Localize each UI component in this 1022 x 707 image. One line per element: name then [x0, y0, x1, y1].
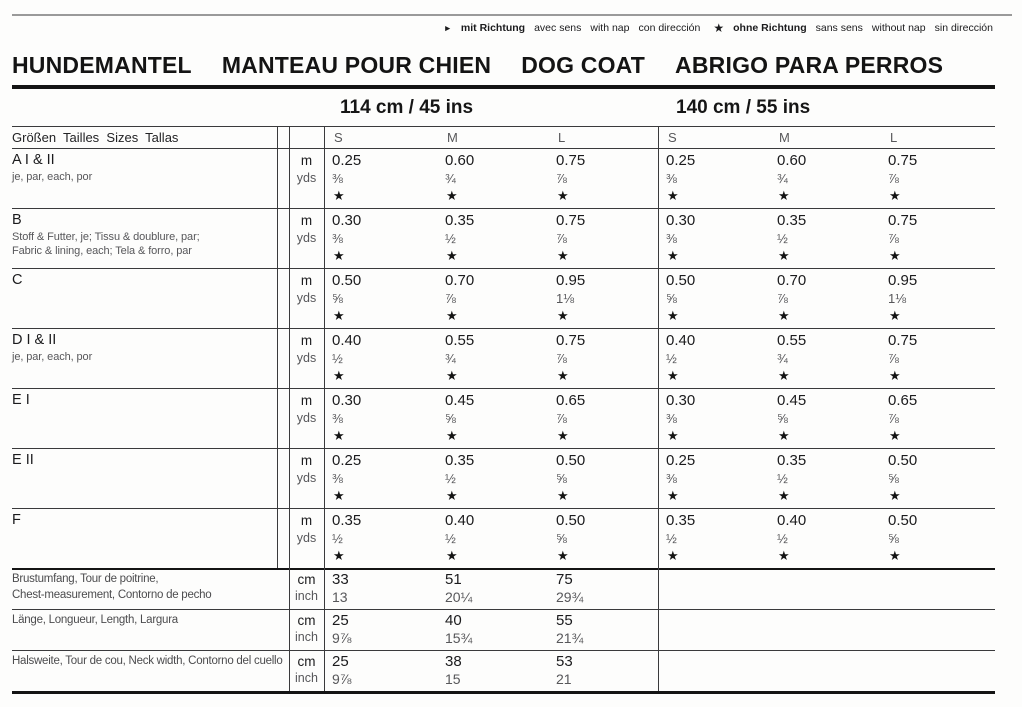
table-rule-horizontal — [12, 691, 995, 694]
yards-value: ⅜ — [332, 471, 343, 486]
meter-value: 0.65 — [888, 392, 918, 409]
yards-value: ⅝ — [666, 291, 677, 306]
unit-yds: yds — [296, 471, 317, 485]
nap-star-icon: ★ — [889, 548, 901, 563]
unit-cm: cm — [297, 572, 316, 587]
measurement-label: Länge, Longueur, Length, Largura — [12, 614, 178, 626]
title-english: DOG COAT — [521, 52, 646, 78]
row-label: C — [12, 272, 23, 288]
meter-value: 0.45 — [777, 392, 807, 409]
nap-star-icon: ★ — [778, 308, 790, 323]
yards-value: ⅝ — [445, 411, 456, 426]
unit-m: m — [300, 393, 313, 408]
meter-value: 0.95 — [888, 272, 918, 289]
nap-star-icon: ★ — [446, 188, 458, 203]
size-header-m: M — [779, 130, 790, 145]
cm-value: 33 — [332, 571, 349, 588]
meter-value: 0.25 — [332, 152, 362, 169]
top-divider-rule — [12, 14, 1012, 16]
meter-value: 0.75 — [556, 152, 586, 169]
yards-value: ⅞ — [556, 171, 567, 186]
nap-star-icon: ★ — [557, 248, 569, 263]
nap-star-icon: ★ — [778, 248, 790, 263]
nap-star-icon: ★ — [667, 368, 679, 383]
yards-value: ⅞ — [888, 351, 899, 366]
yards-value: 1⅛ — [888, 291, 907, 306]
meter-value: 0.30 — [332, 392, 362, 409]
yards-value: 1⅛ — [556, 291, 575, 306]
inch-value: 29¾ — [556, 589, 584, 605]
nap-star-icon: ★ — [333, 548, 345, 563]
nap-star-icon: ★ — [667, 188, 679, 203]
measurement-row — [12, 650, 995, 691]
yards-value: ⅝ — [556, 531, 567, 546]
row-label: F — [12, 512, 21, 528]
yards-value: ⅝ — [777, 411, 788, 426]
nap-star-icon: ★ — [557, 548, 569, 563]
size-header-s: S — [668, 130, 677, 145]
fabric-row — [12, 148, 995, 208]
meter-value: 0.50 — [666, 272, 696, 289]
meter-value: 0.40 — [666, 332, 696, 349]
meter-value: 0.35 — [777, 452, 807, 469]
cm-value: 25 — [332, 612, 349, 629]
size-header-m: M — [447, 130, 458, 145]
meter-value: 0.60 — [445, 152, 475, 169]
row-label: E I — [12, 392, 30, 408]
yards-value: ¾ — [777, 171, 788, 186]
meter-value: 0.55 — [445, 332, 475, 349]
nap-star-icon: ★ — [557, 488, 569, 503]
fabric-row — [12, 388, 995, 448]
meter-value: 0.50 — [888, 452, 918, 469]
meter-value: 0.25 — [666, 452, 696, 469]
yards-value: ⅜ — [666, 411, 677, 426]
nap-star-icon: ★ — [333, 428, 345, 443]
yards-value: ½ — [666, 351, 677, 366]
cm-value: 55 — [556, 612, 573, 629]
fabric-row — [12, 268, 995, 328]
measurement-label: Halsweite, Tour de cou, Neck width, Contorno del cuello — [12, 655, 283, 667]
unit-yds: yds — [296, 351, 317, 365]
unit-m: m — [300, 333, 313, 348]
cm-value: 40 — [445, 612, 462, 629]
yards-value: ⅜ — [666, 471, 677, 486]
yards-value: ¾ — [777, 351, 788, 366]
nap-star-icon: ★ — [778, 488, 790, 503]
yards-value: ⅞ — [556, 411, 567, 426]
nap-star-icon: ★ — [557, 188, 569, 203]
nap-star-icon: ★ — [778, 548, 790, 563]
meter-value: 0.50 — [888, 512, 918, 529]
yards-value: ½ — [666, 531, 677, 546]
row-label: D I & II — [12, 332, 57, 348]
yards-value: ½ — [445, 231, 456, 246]
nap-star-icon: ★ — [333, 248, 345, 263]
meter-value: 0.30 — [666, 392, 696, 409]
yards-value: ⅜ — [666, 231, 677, 246]
meter-value: 0.60 — [777, 152, 807, 169]
nap-star-icon: ★ — [446, 248, 458, 263]
nap-star-icon: ★ — [889, 488, 901, 503]
yards-value: ⅞ — [445, 291, 456, 306]
nap-star-icon: ★ — [667, 548, 679, 563]
meter-value: 0.35 — [445, 452, 475, 469]
meter-value: 0.35 — [777, 212, 807, 229]
meter-value: 0.75 — [556, 212, 586, 229]
cm-value: 53 — [556, 653, 573, 670]
row-label: A I & II — [12, 152, 55, 168]
nap-star-icon: ★ — [557, 428, 569, 443]
meter-value: 0.25 — [332, 452, 362, 469]
meter-value: 0.75 — [888, 212, 918, 229]
meter-value: 0.65 — [556, 392, 586, 409]
nap-star-icon: ★ — [446, 428, 458, 443]
nap-star-icon: ★ — [667, 488, 679, 503]
nap-star-icon: ★ — [889, 308, 901, 323]
unit-yds: yds — [296, 171, 317, 185]
unit-m: m — [300, 153, 313, 168]
yards-value: ⅜ — [666, 171, 677, 186]
row-label: B — [12, 212, 22, 228]
nap-star-icon: ★ — [333, 368, 345, 383]
nap-legend — [444, 22, 994, 34]
yards-value: ⅞ — [556, 231, 567, 246]
nap-star-icon: ★ — [889, 188, 901, 203]
meter-value: 0.55 — [777, 332, 807, 349]
nap-star-icon: ★ — [778, 188, 790, 203]
nap-star-icon: ★ — [889, 248, 901, 263]
yards-value: ⅜ — [332, 231, 343, 246]
yards-value: ¾ — [445, 171, 456, 186]
legend-item: avec sens — [534, 22, 582, 34]
nap-star-icon: ★ — [557, 368, 569, 383]
yards-value: ¾ — [445, 351, 456, 366]
meter-value: 0.45 — [445, 392, 475, 409]
with-nap-arrow-icon: ► — [443, 22, 452, 33]
table-rule-horizontal — [12, 126, 995, 127]
unit-m: m — [300, 273, 313, 288]
meter-value: 0.35 — [666, 512, 696, 529]
yards-value: ⅜ — [332, 171, 343, 186]
fabric-row — [12, 208, 995, 268]
unit-yds: yds — [296, 411, 317, 425]
sizes-row-label: Größen Tailles Sizes Tallas — [12, 130, 179, 145]
unit-inch: inch — [295, 589, 318, 603]
row-sublabel: Stoff & Futter, je; Tissu & doublure, par; — [12, 231, 200, 243]
yards-value: ⅞ — [888, 231, 899, 246]
yards-value: ⅝ — [888, 531, 899, 546]
title-spanish: ABRIGO PARA PERROS — [675, 52, 944, 78]
unit-inch: inch — [295, 671, 318, 685]
legend-item: sans sens — [815, 22, 863, 34]
nap-star-icon: ★ — [778, 368, 790, 383]
unit-yds: yds — [296, 231, 317, 245]
nap-star-icon: ★ — [446, 368, 458, 383]
yards-value: ½ — [777, 531, 788, 546]
nap-star-icon: ★ — [889, 368, 901, 383]
measurement-row — [12, 609, 995, 650]
nap-star-icon: ★ — [667, 248, 679, 263]
size-header-s: S — [334, 130, 343, 145]
yards-value: ⅞ — [888, 171, 899, 186]
size-header-l: L — [558, 130, 566, 145]
meter-value: 0.40 — [445, 512, 475, 529]
inch-value: 15 — [445, 671, 461, 687]
legend-item: with nap — [590, 22, 630, 34]
title-rule — [12, 85, 995, 89]
measurement-label: Brustumfang, Tour de poitrine, — [12, 573, 159, 585]
nap-star-icon: ★ — [333, 308, 345, 323]
inch-value: 21 — [556, 671, 572, 687]
nap-star-icon: ★ — [889, 428, 901, 443]
row-label: E II — [12, 452, 34, 468]
unit-m: m — [300, 513, 313, 528]
meter-value: 0.40 — [332, 332, 362, 349]
row-sublabel: je, par, each, por — [12, 171, 93, 183]
measurement-row — [12, 568, 995, 609]
nap-star-icon: ★ — [667, 308, 679, 323]
fabric-row — [12, 328, 995, 388]
meter-value: 0.75 — [556, 332, 586, 349]
inch-value: 9⅞ — [332, 630, 352, 646]
meter-value: 0.75 — [888, 332, 918, 349]
inch-value: 13 — [332, 589, 348, 605]
meter-value: 0.50 — [556, 512, 586, 529]
inch-value: 20¼ — [445, 589, 473, 605]
page-title — [12, 52, 943, 79]
unit-yds: yds — [296, 531, 317, 545]
measurement-label: Chest-measurement, Contorno de pecho — [12, 589, 212, 601]
fabric-row — [12, 448, 995, 508]
cm-value: 38 — [445, 653, 462, 670]
meter-value: 0.35 — [445, 212, 475, 229]
title-french: MANTEAU POUR CHIEN — [221, 52, 492, 78]
unit-m: m — [300, 453, 313, 468]
legend-item: sin dirección — [934, 22, 993, 34]
cm-value: 75 — [556, 571, 573, 588]
unit-m: m — [300, 213, 313, 228]
meter-value: 0.95 — [556, 272, 586, 289]
nap-star-icon: ★ — [446, 548, 458, 563]
yards-value: ½ — [332, 351, 343, 366]
legend-item: ohne Richtung — [733, 22, 807, 34]
meter-value: 0.70 — [777, 272, 807, 289]
yards-value: ½ — [332, 531, 343, 546]
legend-item: con dirección — [638, 22, 701, 34]
unit-cm: cm — [297, 613, 316, 628]
meter-value: 0.30 — [666, 212, 696, 229]
inch-value: 9⅞ — [332, 671, 352, 687]
size-header-l: L — [890, 130, 898, 145]
nap-star-icon: ★ — [446, 308, 458, 323]
row-sublabel: Fabric & lining, each; Tela & forro, par — [12, 245, 192, 257]
title-german: HUNDEMANTEL — [12, 52, 192, 78]
meter-value: 0.25 — [666, 152, 696, 169]
fabric-row — [12, 508, 995, 568]
nap-star-icon: ★ — [667, 428, 679, 443]
meter-value: 0.50 — [332, 272, 362, 289]
meter-value: 0.35 — [332, 512, 362, 529]
yards-value: ½ — [777, 471, 788, 486]
unit-yds: yds — [296, 291, 317, 305]
nap-star-icon: ★ — [778, 428, 790, 443]
fabric-width-header-140: 140 cm / 55 ins — [676, 97, 811, 118]
without-nap-star-icon: ★ — [713, 21, 725, 35]
yards-value: ½ — [445, 531, 456, 546]
cm-value: 25 — [332, 653, 349, 670]
nap-star-icon: ★ — [333, 488, 345, 503]
row-sublabel: je, par, each, por — [12, 351, 93, 363]
yards-value: ⅜ — [332, 411, 343, 426]
yards-value: ⅝ — [332, 291, 343, 306]
meter-value: 0.30 — [332, 212, 362, 229]
nap-star-icon: ★ — [333, 188, 345, 203]
yards-value: ⅞ — [556, 351, 567, 366]
legend-item: mit Richtung — [460, 22, 526, 34]
nap-star-icon: ★ — [557, 308, 569, 323]
yards-value: ⅞ — [888, 411, 899, 426]
yards-value: ½ — [445, 471, 456, 486]
fabric-width-header-114: 114 cm / 45 ins — [340, 97, 474, 118]
yards-value: ⅝ — [888, 471, 899, 486]
unit-cm: cm — [297, 654, 316, 669]
meter-value: 0.40 — [777, 512, 807, 529]
nap-star-icon: ★ — [446, 488, 458, 503]
legend-item: without nap — [871, 22, 926, 34]
unit-inch: inch — [295, 630, 318, 644]
yards-value: ½ — [777, 231, 788, 246]
meter-value: 0.50 — [556, 452, 586, 469]
meter-value: 0.70 — [445, 272, 475, 289]
inch-value: 15¾ — [445, 630, 473, 646]
inch-value: 21¾ — [556, 630, 584, 646]
yards-value: ⅝ — [556, 471, 567, 486]
yards-value: ⅞ — [777, 291, 788, 306]
cm-value: 51 — [445, 571, 462, 588]
meter-value: 0.75 — [888, 152, 918, 169]
